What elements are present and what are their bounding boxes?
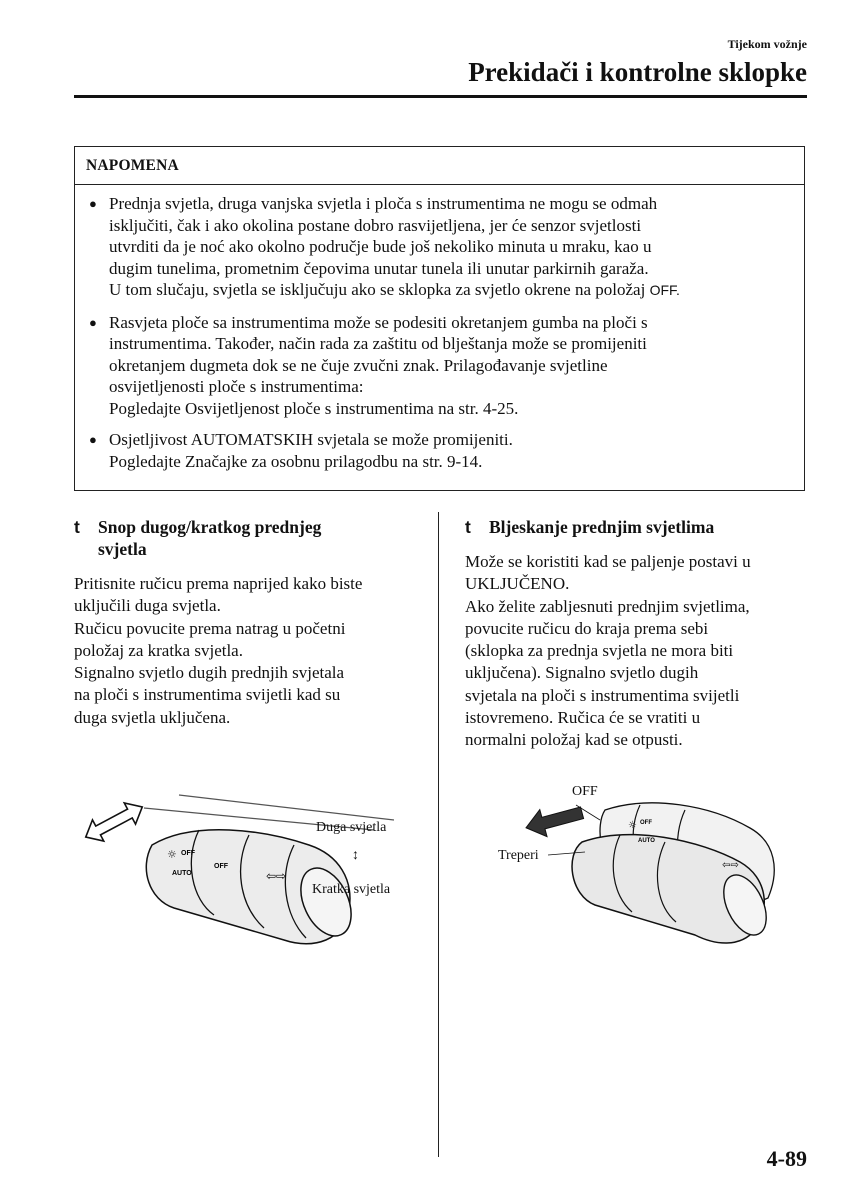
- switch-auto-mark: AUTO: [172, 870, 192, 877]
- note-list: [75, 185, 804, 472]
- header-rule: [74, 95, 807, 98]
- switch-off-mark: OFF: [640, 820, 652, 826]
- switch-off-mark: OFF: [181, 850, 195, 857]
- body-line: na ploči s instrumentima svijetli kad su: [74, 685, 341, 705]
- section-marker: t: [465, 517, 471, 537]
- column-divider: [438, 512, 439, 1157]
- bullet-icon: ●: [89, 314, 97, 330]
- right-body: [465, 551, 810, 752]
- right-heading-text: Bljeskanje prednjim svjetlima: [489, 517, 715, 537]
- left-body: [74, 573, 424, 729]
- bullet-icon: ●: [89, 196, 97, 211]
- left-section-heading: [74, 516, 424, 560]
- note-line: Pogledajte Osvijetljenost ploče s instrumentima na str. 4-25.: [109, 398, 519, 418]
- page-number: 4-89: [766, 1146, 807, 1171]
- high-beam-icon: ⇦⇨: [266, 869, 287, 883]
- left-heading-line1: Snop dugog/kratkog prednjeg: [98, 517, 322, 537]
- note-line: dugim tunelima, prometnim čepovima unutar tunela ili unutar parkirnih garaža.: [109, 258, 649, 278]
- body-line: uključili duga svjetla.: [74, 596, 221, 616]
- note-line: [109, 279, 790, 302]
- switch-auto-mark: AUTO: [638, 838, 655, 844]
- up-down-arrow-icon: ↕: [352, 848, 359, 863]
- note-heading: NAPOMENA: [75, 147, 804, 185]
- note-line: osvijetljenosti ploče s instrumentima:: [109, 377, 364, 396]
- sun-icon: ☼: [167, 848, 177, 861]
- section-label: Tijekom vožnje: [727, 37, 807, 51]
- body-line: položaj za kratka svjetla.: [74, 640, 243, 660]
- sun-icon: ☼: [628, 820, 637, 831]
- fog-off-mark: OFF: [214, 863, 228, 870]
- flash-lever-illustration: [500, 780, 800, 960]
- note-line: Prednja svjetla, druga vanjska svjetla i ploča s instrumentima ne mogu se odmah: [109, 194, 658, 213]
- section-marker: t: [74, 517, 80, 537]
- body-line: Može se koristiti kad se paljenje postavi u: [465, 552, 751, 571]
- body-line: (sklopka za prednja svjetla ne mora biti: [465, 641, 734, 661]
- note-line: Rasvjeta ploče sa instrumentima može se podesiti okretanjem gumba na ploči s: [109, 312, 648, 332]
- body-line: istovremeno. Ručica će se vratiti u: [465, 708, 701, 728]
- body-line: Pritisnite ručicu prema naprijed kako biste: [74, 574, 363, 593]
- body-line: Signalno svjetlo dugih prednjih svjetala: [74, 663, 345, 683]
- push-pull-arrow: [80, 796, 148, 847]
- low-beam-label: Kratka svjetla: [312, 882, 391, 897]
- chapter-title: Prekidači i kontrolne sklopke: [468, 57, 807, 87]
- high-beam-icon: ⇦⇨: [722, 860, 739, 871]
- off-position-label: OFF.: [649, 282, 680, 298]
- note-line: instrumentima. Također, način rada za zaštitu od blještanja može se promijeniti: [109, 334, 647, 353]
- body-line: normalni položaj kad se otpusti.: [465, 730, 683, 750]
- bullet-icon: ●: [89, 432, 97, 447]
- flash-label: Treperi: [498, 848, 539, 863]
- note-item: [89, 429, 790, 472]
- high-beam-label: Duga svjetla: [316, 820, 387, 835]
- note-box: [74, 146, 805, 491]
- note-line-text: U tom slučaju, svjetla se isključuju ako se sklopka za svjetlo okrene na položaj: [109, 280, 646, 299]
- note-item: [89, 312, 790, 420]
- note-line: utvrditi da je noć ako okolno područje bude još nekoliko minuta u mraku, kao u: [109, 237, 652, 256]
- body-line: svjetala na ploči s instrumentima svijetli: [465, 685, 740, 705]
- note-line: Osjetljivost AUTOMATSKIH svjetala se može promijeniti.: [109, 430, 513, 449]
- note-line: Pogledajte Značajke za osobnu prilagodbu na str. 9-14.: [109, 451, 483, 471]
- right-section-heading: [465, 516, 810, 538]
- note-line: okretanjem dugmeta dok se ne čuje zvučni znak. Prilagođavanje svjetline: [109, 355, 608, 375]
- body-line: Ako želite zabljesnuti prednjim svjetlima,: [465, 596, 750, 616]
- off-label: OFF: [572, 784, 598, 799]
- note-line: isključiti, čak i ako okolina postane dobro rasvijetljena, jer će senzor svjetlosti: [109, 215, 642, 235]
- body-line: UKLJUČENO.: [465, 574, 570, 594]
- high-low-beam-lever-illustration: [74, 790, 419, 970]
- left-heading-line2: svjetla: [98, 539, 147, 559]
- body-line: uključena). Signalno svjetlo dugih: [465, 663, 699, 683]
- note-item: [89, 193, 790, 302]
- body-line: Ručicu povucite prema natrag u početni: [74, 618, 346, 638]
- body-line: povucite ručicu do kraja prema sebi: [465, 618, 709, 638]
- body-line: duga svjetla uključena.: [74, 707, 231, 727]
